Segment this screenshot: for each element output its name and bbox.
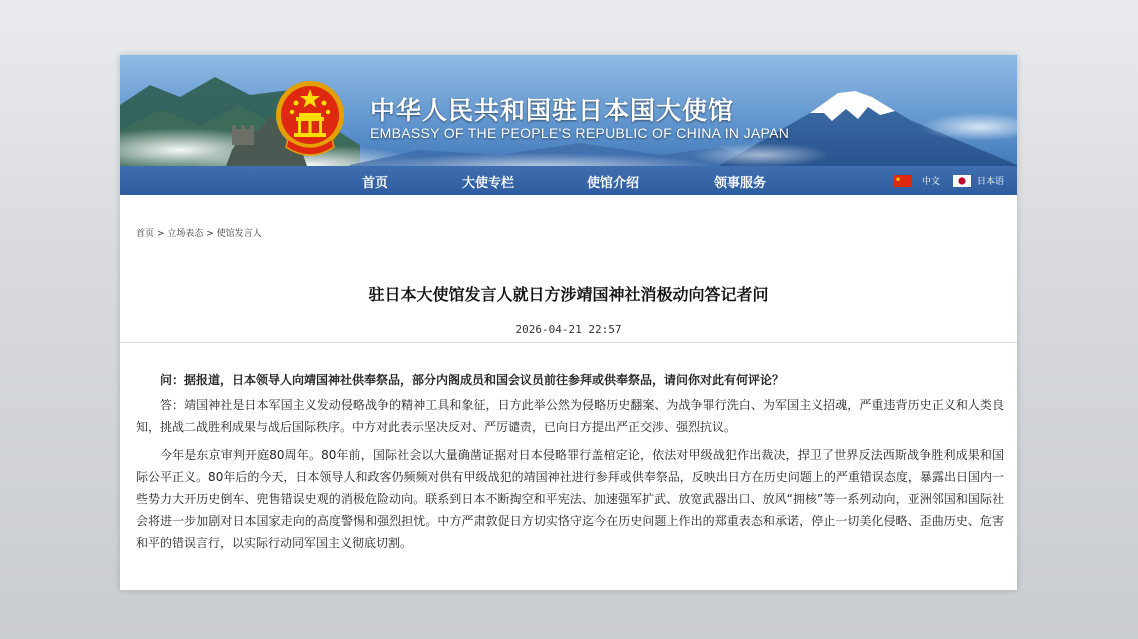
- embassy-page: [120, 55, 1017, 590]
- site-title-en: EMBASSY OF THE PEOPLE'S REPUBLIC OF CHINA IN JAPAN: [370, 125, 790, 141]
- national-emblem-icon: [274, 77, 346, 163]
- site-title-cn: 中华人民共和国驻日本国大使馆: [370, 96, 735, 125]
- breadcrumb-separator: >: [206, 229, 214, 239]
- nav-embassy-intro[interactable]: 使馆介绍: [587, 176, 640, 191]
- breadcrumb-section[interactable]: 立场表态: [167, 229, 204, 239]
- article-answer: 答：靖国神社是日本军国主义发动侵略战争的精神工具和象征，日方此举公然为侵略历史翻案、为战争罪行洗白、为军国主义招魂，严重违背历史正义和人类良知，挑战二战胜利成果与战后国际秩序。中方对此表示坚决反对、严厉谴责，已向日方提出严正交涉、强烈抗议。: [136, 398, 1004, 434]
- china-flag-icon[interactable]: [894, 175, 912, 187]
- article-title: 驻日本大使馆发言人就日方涉靖国神社消极动向答记者问: [368, 285, 769, 304]
- title-divider: [120, 342, 1017, 343]
- lang-chinese-link[interactable]: 中文: [922, 177, 941, 187]
- nav-ambassador-column[interactable]: 大使专栏: [462, 176, 515, 191]
- nav-consular-services[interactable]: 领事服务: [714, 176, 767, 191]
- lang-japanese-link[interactable]: 日本语: [977, 177, 1005, 187]
- site-banner: [120, 55, 1017, 195]
- main-nav: [120, 166, 1017, 195]
- breadcrumb-separator: >: [156, 229, 165, 239]
- breadcrumb-home[interactable]: 首页: [136, 229, 155, 239]
- breadcrumb-current[interactable]: 使馆发言人: [216, 229, 262, 239]
- article-body: [136, 369, 1004, 560]
- breadcrumb: [136, 226, 262, 239]
- article-question: 问：据报道，日本领导人向靖国神社供奉祭品，部分内阁成员和国会议员前往参拜或供奉祭品，请问你对此有何评论？: [160, 373, 785, 387]
- japan-flag-icon[interactable]: [953, 175, 971, 187]
- publish-time: 2026-04-21 22:57: [515, 323, 622, 336]
- article-paragraph: 今年是东京审判开庭80周年。80年前，国际社会以大量确凿证据对日本侵略罪行盖棺定论，依法对甲级战犯作出裁决，捍卫了世界反法西斯战争胜利成果和国际公平正义。80年后的今天，日本领导人和政客仍频频对供有甲级战犯的靖国神社进行参拜或供奉祭品，反映出日方在历史问题上的严重错误态度，暴露出日国内一些势力大开历史倒车、兜售错误史观的消极危险动向。联系到日本不断掏空和平宪法、加速强军扩武、放宽武器出口、放风“拥核”等一系列动向，亚洲邻国和国际社会将进一步加剧对日本国家走向的高度警惕和强烈担忧。中方严肃敦促日方切实恪守迄今在历史问题上作出的郑重表态和承诺，停止一切美化侵略、歪曲历史、危害和平的错误言行，以实际行动同军国主义彻底切割。: [136, 448, 1004, 550]
- nav-home[interactable]: 首页: [362, 176, 389, 191]
